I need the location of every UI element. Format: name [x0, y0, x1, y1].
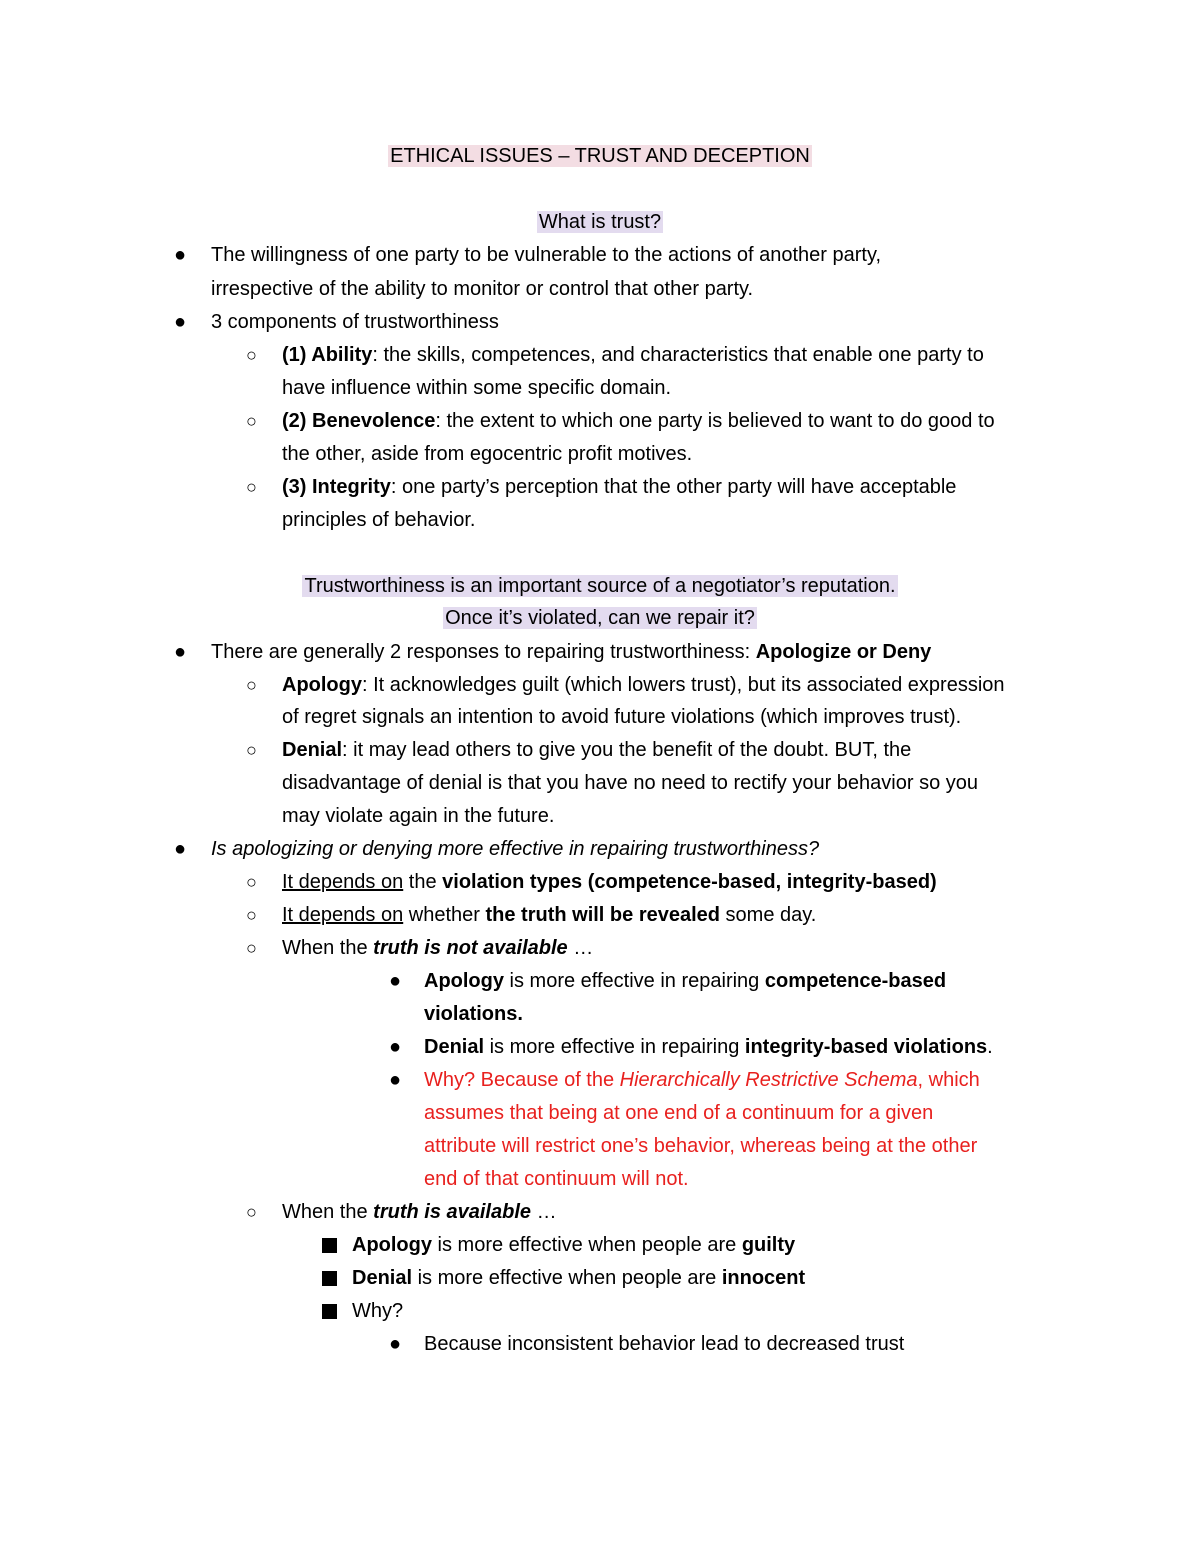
apology-line-2: of regret signals an intention to avoid future violations (which improves trust).: [282, 706, 962, 728]
ability-label: (1) Ability: [282, 344, 373, 366]
integrity-label: (3) Integrity: [282, 476, 391, 498]
integrity-based: integrity-based: [786, 871, 931, 893]
section-heading-reputation: Trustworthiness is an important source of a negotiator’s reputation.: [304, 575, 896, 597]
section-heading-row: [0, 605, 1200, 631]
disc-bullet-icon: ●: [389, 1333, 402, 1355]
section-heading-row: [0, 209, 1200, 235]
av-denial-line: [352, 1265, 805, 1291]
responses-line: [211, 639, 931, 665]
truth-available-line: [282, 1199, 557, 1225]
circle-bullet-icon: ○: [246, 477, 257, 497]
ability-text: : the skills, competences, and characteristics that enable one party to: [372, 344, 984, 366]
section-heading-row: [0, 573, 1200, 599]
circle-bullet-icon: ○: [246, 675, 257, 695]
denial-word: Denial: [352, 1267, 413, 1289]
denial-line-1: [282, 737, 911, 763]
disc-bullet-icon: ●: [174, 838, 187, 860]
disc-bullet-icon: ●: [389, 970, 402, 992]
ability-line-2: have influence within some specific domain.: [282, 377, 672, 399]
why-line-1: [424, 1067, 980, 1093]
document-title-row: [0, 143, 1200, 169]
na-apology-line-1: [424, 968, 946, 994]
inconsistent-behavior-line: Because inconsistent behavior lead to decreased trust: [424, 1333, 905, 1355]
why-line-2: assumes that being at one end of a continuum for a given: [424, 1102, 934, 1124]
av-apology-line: [352, 1232, 795, 1258]
section-heading-what-is-trust: What is trust?: [538, 211, 662, 233]
apology-label: Apology: [282, 674, 362, 696]
responses-text: There are generally 2 responses to repairing trustworthiness:: [211, 641, 756, 663]
paren-close: ): [930, 871, 937, 893]
paren-open: (: [582, 871, 595, 893]
disc-bullet-icon: ●: [389, 1036, 402, 1058]
truth-not-available: truth is not available: [373, 937, 568, 959]
ability-line-1: [282, 342, 984, 368]
na-denial-line: [424, 1034, 993, 1060]
denial-text: : it may lead others to give you the benefit of the doubt. BUT, the: [342, 739, 912, 761]
truth-available: truth is available: [373, 1201, 532, 1223]
av-denial-text: is more effective when people are: [412, 1267, 722, 1289]
benevolence-line-1: [282, 408, 995, 434]
depends-text: the: [403, 871, 443, 893]
why-line-3: attribute will restrict one’s behavior, whereas being at the other: [424, 1135, 978, 1157]
circle-bullet-icon: ○: [246, 740, 257, 760]
guilty-word: guilty: [741, 1234, 796, 1256]
square-bullet-icon: [322, 1238, 337, 1253]
benevolence-text: : the extent to which one party is believed to want to do good to: [435, 410, 995, 432]
why-line-4: end of that continuum will not.: [424, 1168, 689, 1190]
disc-bullet-icon: ●: [174, 244, 187, 266]
trust-definition-line-2: irrespective of the ability to monitor or control that other party.: [211, 278, 754, 300]
apology-word: Apology: [352, 1234, 432, 1256]
circle-bullet-icon: ○: [246, 345, 257, 365]
disc-bullet-icon: ●: [174, 311, 187, 333]
depends-truth-line: [282, 902, 816, 928]
depends-end: some day.: [720, 904, 817, 926]
depends-violation-line: [282, 869, 937, 895]
denial-label: Denial: [282, 739, 343, 761]
trust-definition-line-1: The willingness of one party to be vulnerable to the actions of another party,: [211, 244, 882, 266]
benevolence-label: (2) Benevolence: [282, 410, 436, 432]
period: .: [987, 1036, 993, 1058]
apology-text: : It acknowledges guilt (which lowers trust), but its associated expression: [362, 674, 1005, 696]
apology-line-1: [282, 672, 1005, 698]
effectiveness-question: Is apologizing or denying more effective in repairing trustworthiness?: [211, 838, 820, 860]
denial-word: Denial: [424, 1036, 485, 1058]
na-apology-text: is more effective in repairing: [504, 970, 765, 992]
circle-bullet-icon: ○: [246, 1202, 257, 1222]
competence-based: competence-based: [764, 970, 947, 992]
square-bullet-icon: [322, 1304, 337, 1319]
ellipsis: …: [567, 937, 594, 959]
document-title: ETHICAL ISSUES – TRUST AND DECEPTION: [390, 145, 810, 167]
when-text: When the: [282, 1201, 374, 1223]
comma: ,: [775, 871, 787, 893]
truth-revealed: the truth will be revealed: [485, 904, 720, 926]
circle-bullet-icon: ○: [246, 938, 257, 958]
why-text: Why? Because of the: [424, 1069, 620, 1091]
ellipsis: …: [531, 1201, 557, 1223]
benevolence-line-2: the other, aside from egocentric profit motives.: [282, 443, 693, 465]
innocent-word: innocent: [721, 1267, 806, 1289]
section-heading-repair: Once it’s violated, can we repair it?: [445, 607, 755, 629]
depends-text: whether: [403, 904, 486, 926]
disc-bullet-icon: ●: [389, 1069, 402, 1091]
depends-underline: It depends on: [282, 871, 404, 893]
violation-types: violation types: [442, 871, 583, 893]
denial-line-2: disadvantage of denial is that you have no need to rectify your behavior so you: [282, 772, 979, 794]
integrity-text: : one party’s perception that the other party will have acceptable: [390, 476, 957, 498]
components-heading: 3 components of trustworthiness: [211, 311, 499, 333]
schema-name: Hierarchically Restrictive Schema: [619, 1069, 918, 1091]
circle-bullet-icon: ○: [246, 872, 257, 892]
when-text: When the: [282, 937, 374, 959]
integrity-line-2: principles of behavior.: [282, 509, 476, 531]
why-which: , which: [917, 1069, 980, 1091]
denial-line-3: may violate again in the future.: [282, 805, 555, 827]
competence-based: competence-based: [594, 871, 776, 893]
integrity-line-1: [282, 474, 956, 500]
square-bullet-icon: [322, 1271, 337, 1286]
integrity-based-violations: integrity-based violations: [744, 1036, 988, 1058]
apology-word: Apology: [424, 970, 504, 992]
circle-bullet-icon: ○: [246, 411, 257, 431]
circle-bullet-icon: ○: [246, 905, 257, 925]
truth-not-available-line: [282, 935, 593, 961]
av-why-line: Why?: [352, 1300, 404, 1322]
responses-bold: Apologize or Deny: [755, 641, 932, 663]
na-denial-text: is more effective in repairing: [484, 1036, 745, 1058]
av-apology-text: is more effective when people are: [432, 1234, 742, 1256]
depends-underline: It depends on: [282, 904, 404, 926]
na-apology-line-2: violations.: [424, 1003, 523, 1025]
disc-bullet-icon: ●: [174, 641, 187, 663]
